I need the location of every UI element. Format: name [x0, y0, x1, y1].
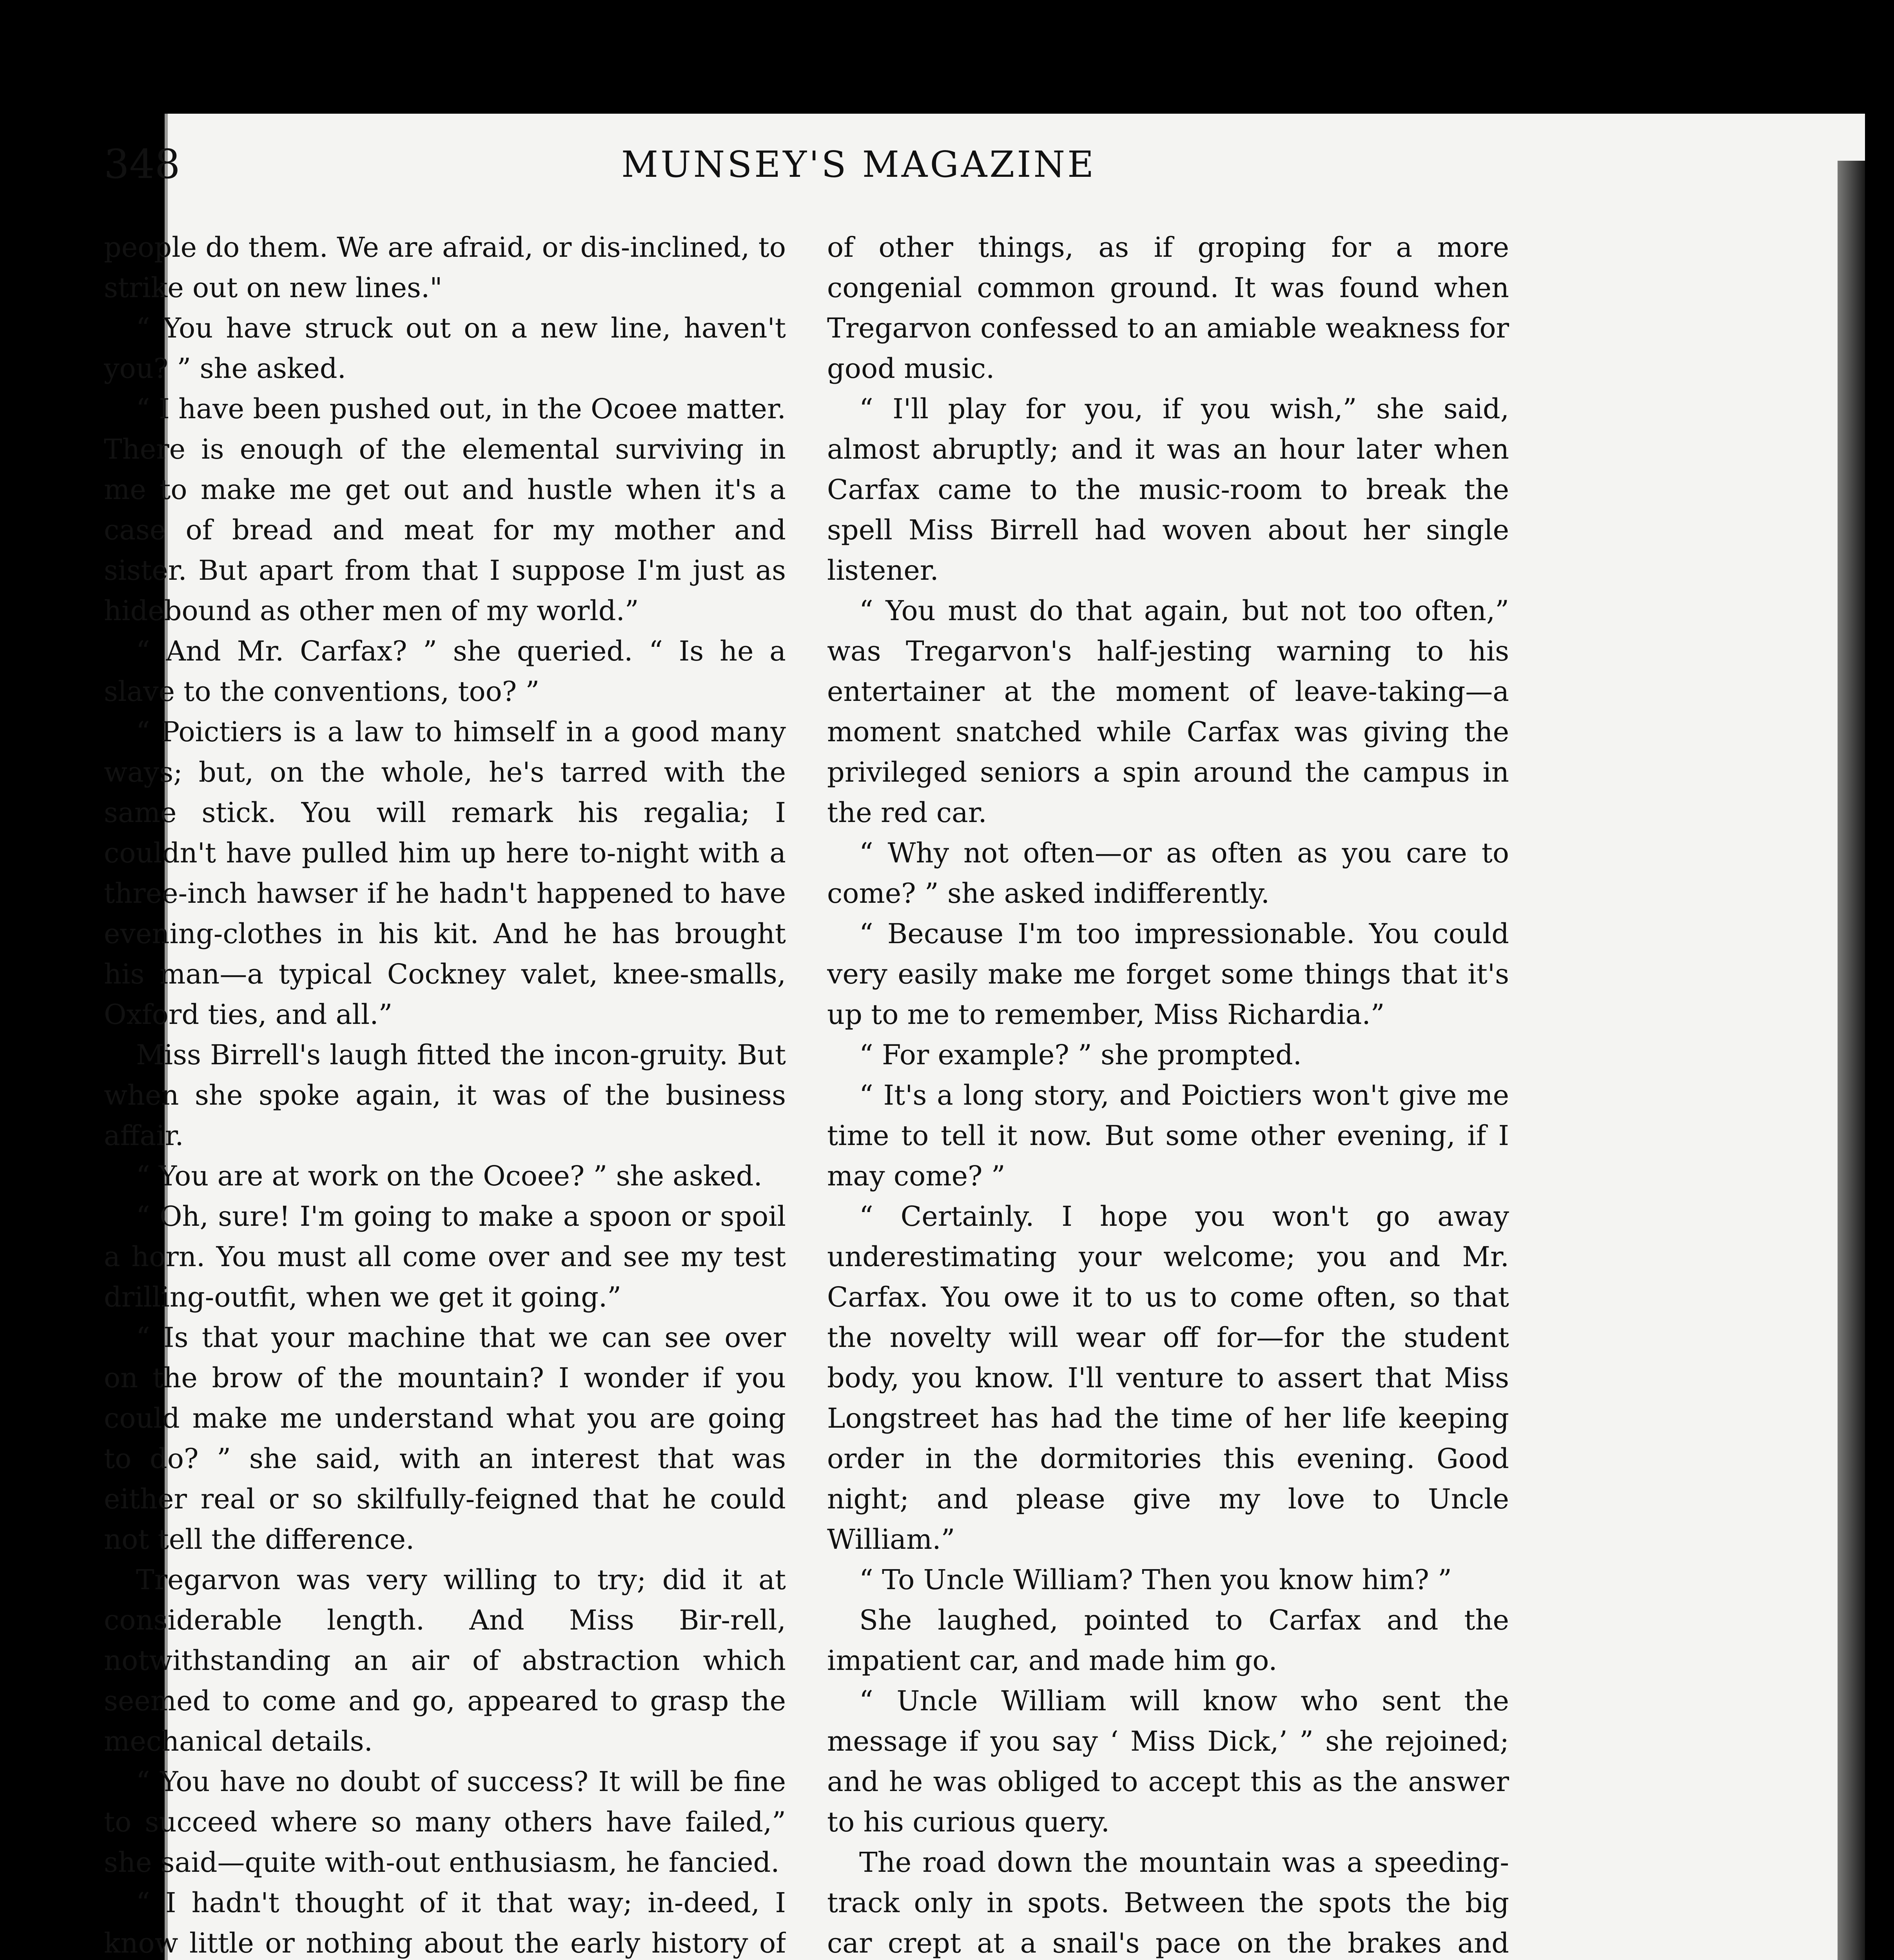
paragraph: “ I hadn't thought of it that way; in-deed, I know little or nothing about the early history of: [104, 1887, 786, 1959]
right-text-column: [827, 227, 1509, 1960]
page-header: [104, 141, 1656, 220]
paragraph: “ Certainly. I hope you won't go away underestimating your welcome; you and Mr. Carfax. You owe it to us to come often, so that the novelty will wear off for—for the student body, you know. I'll venture to assert that Miss Longstreet has had the time of her life keeping order in the dormitories this evening. Good night; and please give my love to Uncle William.”: [827, 1200, 1509, 1555]
paragraph: Miss Birrell's laugh fitted the incon-gruity. But when she spoke again, it was of the business affair.: [104, 1039, 786, 1152]
paragraph: “ Poictiers is a law to himself in a good many ways; but, on the whole, he's tarred with the same stick. You will remark his regalia; I couldn't have pulled him up here to-night with a three-inch hawser if he hadn't happened to have evening-clothes in his kit. And he has brought his man—a typical Cockney valet, knee-smalls, Oxford ties, and all.”: [104, 716, 786, 1031]
paragraph: “ Because I'm too impressionable. You could very easily make me forget some things that it's up to me to remember, Miss Richardia.”: [827, 918, 1509, 1031]
paragraph: “ And Mr. Carfax? ” she queried. “ Is he a slave to the conventions, too? ”: [104, 635, 786, 708]
paragraph: people do them. We are afraid, or dis-inclined, to strike out on new lines.": [104, 231, 786, 304]
paragraph: “ Is that your machine that we can see over on the brow of the mountain? I wonder if you could make me understand what you are going to do? ” she said, with an interest that was either real or so skilfully-feigned that he could not tell the difference.: [104, 1321, 786, 1555]
page-spine-shadow: [1838, 161, 1865, 1960]
page-number: 348: [104, 141, 180, 188]
paragraph: “ You have no doubt of success? It will be fine to succeed where so many others have failed,” she said—quite with-out enthusiasm, he fancied.: [104, 1766, 786, 1878]
paragraph: of other things, as if groping for a more congenial common ground. It was found when Tregarvon confessed to an amiable weakness for good music.: [827, 231, 1509, 385]
paragraph: “ Why not often—or as often as you care to come? ” she asked indifferently.: [827, 837, 1509, 909]
running-title: MUNSEY'S MAGAZINE: [621, 143, 1096, 185]
paragraph: She laughed, pointed to Carfax and the impatient car, and made him go.: [827, 1604, 1509, 1677]
left-text-column: [104, 227, 786, 1960]
paragraph: “ You have struck out on a new line, haven't you? ” she asked.: [104, 312, 786, 385]
paragraph: “ You are at work on the Ocoee? ” she asked.: [136, 1160, 762, 1192]
paragraph: “ You must do that again, but not too often,” was Tregarvon's half-jesting warning to his entertainer at the moment of leave-taking—a moment snatched while Carfax was giving the privileged seniors a spin around the campus in the red car.: [827, 595, 1509, 829]
paragraph: “ I have been pushed out, in the Ocoee matter. There is enough of the elemental surviving in me to make me get out and hustle when it's a case of bread and meat for my mother and sister. But apart from that I suppose I'm just as hidebound as other men of my world.”: [104, 393, 786, 627]
paragraph: “ It's a long story, and Poictiers won't give me time to tell it now. But some other evening, if I may come? ”: [827, 1079, 1509, 1192]
paragraph: Tregarvon was very willing to try; did it at considerable length. And Miss Bir-rell, notwithstanding an air of abstraction which seemed to come and go, appeared to grasp the mechanical details.: [104, 1564, 786, 1757]
paragraph: “ For example? ” she prompted.: [859, 1039, 1302, 1071]
paragraph: “ Oh, sure! I'm going to make a spoon or spoil a horn. You must all come over and see my test drilling-outfit, when we get it going.”: [104, 1200, 786, 1313]
paragraph: “ I'll play for you, if you wish,” she said, almost abruptly; and it was an hour later when Carfax came to the music-room to break the spell Miss Birrell had woven about her single listener.: [827, 393, 1509, 586]
paragraph: The road down the mountain was a speeding-track only in spots. Between the spots the big car crept at a snail's pace on the brakes and: [827, 1846, 1509, 1959]
paragraph: “ To Uncle William? Then you know him? ”: [859, 1564, 1452, 1596]
paragraph: “ Uncle William will know who sent the message if you say ‘ Miss Dick,’ ” she rejoined; and he was obliged to accept this as the answer to his curious query.: [827, 1685, 1509, 1838]
